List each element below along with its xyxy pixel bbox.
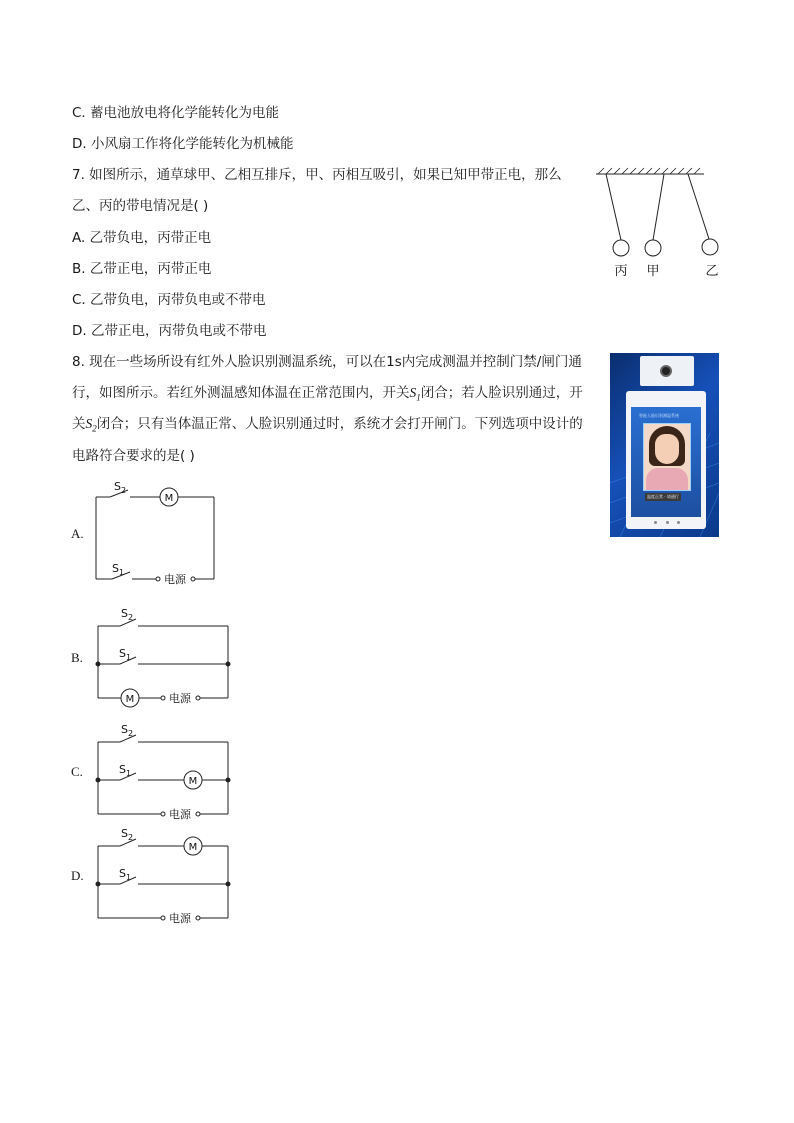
junction-dot: [226, 882, 231, 887]
thread-bing: [606, 174, 621, 240]
q7-option-c: C. 乙带负电，丙带负电或不带电: [72, 292, 266, 308]
q8-line3-part1: 关: [72, 416, 86, 432]
terminal-left: [161, 916, 165, 920]
q7-stem-line1: 7. 如图所示，通草球甲、乙相互排斥，甲、丙相互吸引，如果已知甲带正电，那么: [72, 167, 562, 183]
junction-dot: [226, 778, 231, 783]
device-camera-module: [640, 356, 694, 386]
thread-yi: [688, 174, 709, 239]
s1-variable: $S_1$: [409, 385, 421, 403]
q8-line3-part2: 闭合；只有当体温正常、人脸识别通过时，系统才会打开闸门。下列选项中设计的: [96, 416, 583, 432]
q8-stem-line4: 电路符合要求的是( ): [72, 448, 195, 464]
terminal-right: [191, 577, 195, 581]
camera-lens-icon: [660, 365, 672, 377]
s2-variable: $S_2$: [85, 416, 97, 434]
terminal-right: [196, 696, 200, 700]
device-indicator-dots: [654, 521, 680, 524]
label-bing: 丙: [614, 264, 628, 279]
switch-s2-label: $S_2$: [121, 827, 134, 842]
label-jia: 甲: [646, 264, 660, 279]
q8-stem-line1: 8. 现在一些场所设有红外人脸识别测温系统，可以在1s内完成测温并控制门禁/闸门通: [72, 354, 582, 370]
device-body: [626, 391, 706, 529]
terminal-left: [156, 577, 160, 581]
switch-s2-label: $S_2$: [121, 607, 134, 622]
switch-s1-label: $S_1$: [119, 867, 132, 882]
face-recognition-device-photo: [610, 353, 719, 537]
screen-status-bar: 温度正常 · 请通行: [647, 494, 679, 499]
option-d-label: D.: [71, 868, 84, 883]
option-b-label: B.: [71, 650, 83, 665]
label-yi: 乙: [705, 264, 719, 279]
ball-yi: [702, 239, 718, 255]
q8-line2-part1: 行，如图所示。若红外测温感知体温在正常范围内，开关: [72, 385, 410, 401]
q7-option-b: B. 乙带正电，丙带正电: [72, 261, 212, 277]
pith-ball-figure: [592, 166, 722, 281]
svg-text:M: M: [125, 694, 135, 705]
switch-s1-label: $S_1$: [119, 763, 132, 778]
face-frame: [643, 423, 691, 491]
switch-s1-label: $S_1$: [119, 647, 132, 662]
power-label: 电源: [164, 573, 186, 586]
circuit-a: [90, 478, 230, 588]
svg-text:M: M: [188, 842, 198, 853]
q7-option-d: D. 乙带正电，丙带负电或不带电: [72, 323, 267, 339]
terminal-left: [161, 812, 165, 816]
option-a-label: A.: [71, 526, 84, 541]
svg-text:M: M: [188, 776, 198, 787]
ball-bing: [613, 240, 629, 256]
circuit-b: [90, 604, 240, 704]
terminal-right: [196, 812, 200, 816]
power-label: 电源: [169, 912, 191, 925]
q8-line2-part2: 闭合；若人脸识别通过，开: [420, 385, 583, 401]
junction-dot: [226, 662, 231, 667]
junction-dot: [96, 882, 101, 887]
ceiling-hatching: [598, 168, 700, 174]
q8-stem-line3: [72, 414, 583, 439]
face-shape: [655, 434, 679, 464]
svg-text:M: M: [164, 493, 174, 504]
switch-s2-label: $S_2$: [121, 723, 134, 738]
circuit-c: [90, 720, 240, 820]
switch-s1-label: $S_1$: [112, 562, 125, 577]
screen-banner: 智能人脸识别测温系统: [639, 413, 679, 418]
shoulders-shape: [646, 468, 688, 490]
terminal-left: [161, 696, 165, 700]
junction-dot: [96, 778, 101, 783]
thread-jia: [653, 174, 664, 240]
q6-option-d: D. 小风扇工作将化学能转化为机械能: [72, 136, 294, 152]
q8-stem-line2: [72, 383, 583, 408]
terminal-right: [196, 916, 200, 920]
ball-jia: [645, 240, 661, 256]
q7-option-a: A. 乙带负电，丙带正电: [72, 230, 212, 246]
circuit-d: [90, 824, 240, 924]
switch-s2-label: $S_2$: [114, 480, 127, 495]
junction-dot: [96, 662, 101, 667]
power-label: 电源: [169, 692, 191, 705]
option-c-label: C.: [71, 764, 83, 779]
power-label: 电源: [169, 808, 191, 821]
device-screen: [631, 407, 701, 517]
q6-option-c: C. 蓄电池放电将化学能转化为电能: [72, 105, 280, 121]
q7-stem-line2: 乙、丙的带电情况是( ): [72, 198, 209, 214]
